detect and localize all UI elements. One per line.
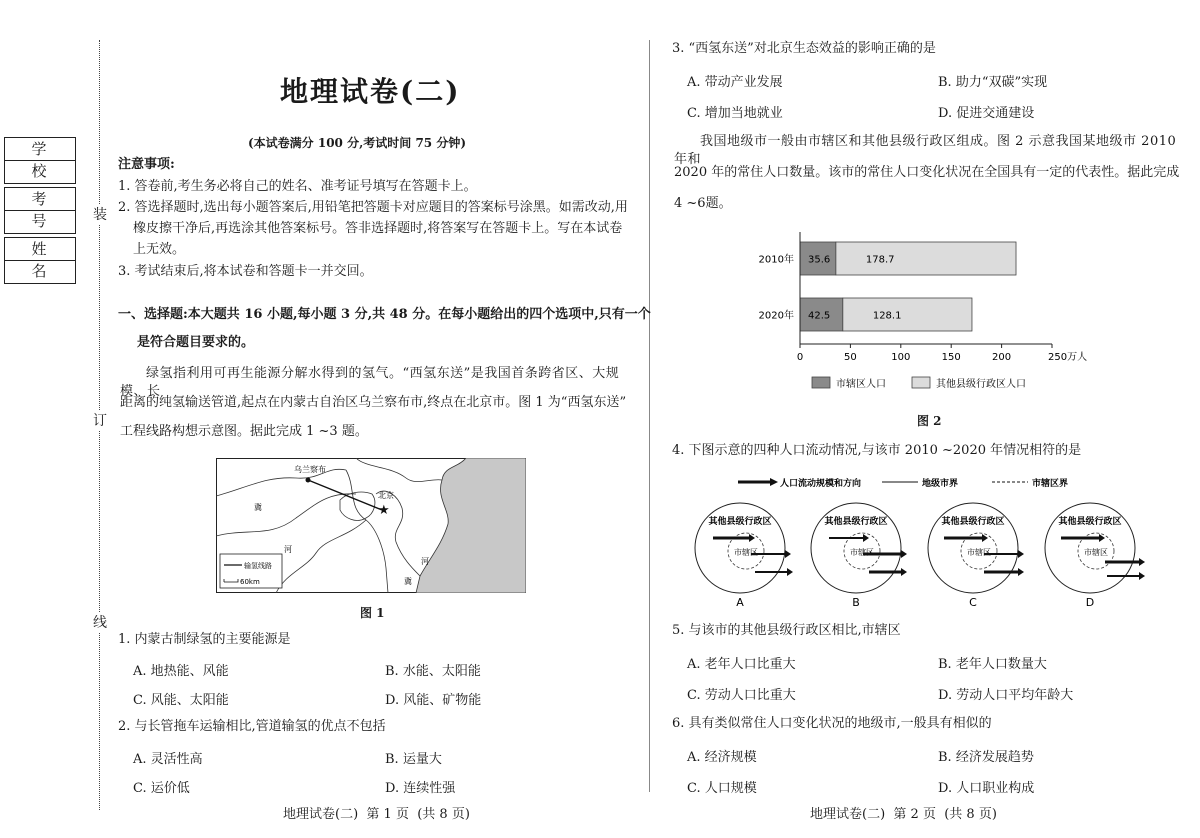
category-label: 2010年 bbox=[758, 254, 794, 266]
q1-option-b: B. 水能、太阳能 bbox=[385, 664, 481, 679]
notice-2: 2. 答选择题时,选出每小题答案后,用铅笔把答题卡对应题目的答案标号涂黑。如需改动,用 bbox=[118, 200, 628, 215]
legend-label: 其他县级行政区人口 bbox=[936, 379, 1026, 390]
flow-option-label: D bbox=[1085, 596, 1095, 607]
page-title: 地理试卷(二) bbox=[280, 75, 461, 108]
flow-arrowhead bbox=[787, 568, 793, 576]
x-tick-label: 150 bbox=[941, 352, 961, 363]
q6-option-b: B. 经济发展趋势 bbox=[938, 750, 1034, 765]
figure-1-caption: 图 1 bbox=[360, 606, 385, 620]
star-beijing: ★ bbox=[378, 503, 390, 518]
map-legend-scale: 60km bbox=[240, 578, 260, 586]
name-label: 姓 名 bbox=[5, 238, 75, 261]
map-label-end: 北京 bbox=[378, 491, 394, 500]
map-label-region-2: 河 bbox=[284, 545, 292, 554]
x-tick-label: 50 bbox=[844, 352, 857, 363]
pipeline-map bbox=[216, 458, 526, 593]
section-heading-cont: 是符合题目要求的。 bbox=[137, 335, 255, 350]
bar-value-label: 35.6 bbox=[808, 254, 831, 266]
q1-option-d: D. 风能、矿物能 bbox=[385, 693, 482, 708]
map-label-region-3: 冀 bbox=[404, 577, 412, 586]
x-tick-label: 250万人 bbox=[1048, 352, 1088, 363]
q3-option-c: C. 增加当地就业 bbox=[687, 106, 783, 121]
passage-line-1: 绿氢指利用可再生能源分解水得到的氢气。“西氢东送”是我国首条跨省区、大规模、长 bbox=[120, 366, 620, 399]
flow-arrowhead bbox=[863, 534, 869, 542]
flow-arrowhead bbox=[1018, 550, 1024, 558]
page-divider bbox=[649, 40, 650, 792]
population-flow-diagram bbox=[690, 472, 1150, 607]
q3-option-d: D. 促进交通建设 bbox=[938, 106, 1035, 121]
page-1-footer: 地理试卷(二) 第 1 页 (共 8 页) bbox=[283, 807, 470, 822]
binding-mark-xian: 线 bbox=[93, 612, 107, 632]
q2-option-d: D. 连续性强 bbox=[385, 781, 456, 796]
map-label-region-4: 河 bbox=[421, 557, 429, 566]
q1-stem: 1. 内蒙古制绿氢的主要能源是 bbox=[118, 632, 291, 647]
name-field[interactable] bbox=[4, 237, 76, 284]
school-field[interactable] bbox=[4, 137, 76, 184]
flow-arrowhead bbox=[1139, 572, 1145, 580]
notice-heading: 注意事项: bbox=[118, 157, 175, 172]
x-tick-label: 200 bbox=[992, 352, 1012, 363]
q3-stem: 3. “西氢东送”对北京生态效益的影响正确的是 bbox=[672, 41, 936, 56]
q2-option-a: A. 灵活性高 bbox=[133, 752, 203, 767]
flow-legend-dashed-label: 市辖区界 bbox=[1032, 479, 1069, 489]
school-label: 学 校 bbox=[5, 138, 75, 161]
q3-option-b: B. 助力“双碳”实现 bbox=[938, 75, 1048, 90]
q6-option-a: A. 经济规模 bbox=[687, 750, 757, 765]
notice-1: 1. 答卷前,考生务必将自己的姓名、准考证号填写在答题卡上。 bbox=[118, 179, 477, 194]
inner-district-label: 市辖区 bbox=[967, 548, 991, 557]
q5-option-c: C. 劳动人口比重大 bbox=[687, 688, 796, 703]
inner-district-label: 市辖区 bbox=[1084, 548, 1108, 557]
outer-region-label: 其他县级行政区 bbox=[941, 517, 1005, 527]
q1-option-a: A. 地热能、风能 bbox=[133, 664, 229, 679]
q6-option-d: D. 人口职业构成 bbox=[938, 781, 1035, 796]
notice-2-cont: 橡皮擦干净后,再选涂其他答案标号。答非选择题时,将答案写在答题卡上。写在本试卷 bbox=[133, 221, 623, 236]
binding-mark-zhuang: 装 bbox=[93, 204, 107, 224]
bar-value-label: 128.1 bbox=[872, 310, 902, 322]
q4-stem: 4. 下图示意的四种人口流动情况,与该市 2010 ~2020 年情况相符的是 bbox=[672, 443, 1082, 458]
exam-subtitle: (本试卷满分 100 分,考试时间 75 分钟) bbox=[248, 136, 466, 150]
section-heading: 一、选择题:本大题共 16 小题,每小题 3 分,共 48 分。在每小题给出的四个选项中,只有一个 bbox=[118, 307, 651, 322]
binding-mark-ding: 订 bbox=[93, 410, 107, 430]
flow-option-label: B bbox=[852, 596, 860, 607]
flow-arrowhead bbox=[1139, 558, 1145, 566]
x-tick-label: 0 bbox=[796, 352, 804, 363]
map-legend-line-label: 输氢线路 bbox=[244, 562, 272, 570]
flow-arrowhead bbox=[901, 568, 907, 576]
exam-number-label: 考 号 bbox=[5, 188, 75, 211]
passage2-line-1: 我国地级市一般由市辖区和其他县级行政区组成。图 2 示意我国某地级市 2010 年和 bbox=[674, 134, 1177, 167]
legend-label: 市辖区人口 bbox=[836, 379, 886, 390]
q5-option-b: B. 老年人口数量大 bbox=[938, 657, 1047, 672]
q5-stem: 5. 与该市的其他县级行政区相比,市辖区 bbox=[672, 623, 901, 638]
passage-line-2: 距离的纯氢输送管道,起点在内蒙古自治区乌兰察布市,终点在北京市。图 1 为“西氢东送” bbox=[120, 395, 627, 410]
map-label-start: 乌兰察布 bbox=[294, 465, 326, 474]
flow-arrowhead bbox=[785, 550, 791, 558]
legend-swatch bbox=[812, 377, 830, 388]
bar-value-label: 178.7 bbox=[865, 254, 895, 266]
q3-option-a: A. 带动产业发展 bbox=[687, 75, 783, 90]
flow-option-label: C bbox=[969, 596, 977, 607]
outer-region-label: 其他县级行政区 bbox=[708, 517, 772, 527]
bar-segment bbox=[836, 242, 1016, 275]
q2-stem: 2. 与长管拖车运输相比,管道输氢的优点不包括 bbox=[118, 719, 386, 734]
passage2-line-2: 2020 年的常住人口数量。该市的常住人口变化状况在全国具有一定的代表性。据此完成 bbox=[674, 165, 1180, 180]
bar-value-label: 42.5 bbox=[808, 310, 831, 322]
x-tick-label: 100 bbox=[891, 352, 911, 363]
q6-option-c: C. 人口规模 bbox=[687, 781, 757, 796]
legend-swatch bbox=[912, 377, 930, 388]
q5-option-a: A. 老年人口比重大 bbox=[687, 657, 796, 672]
q1-option-c: C. 风能、太阳能 bbox=[133, 693, 229, 708]
map-label-region-1: 冀 bbox=[254, 503, 262, 512]
passage2-line-3: 4 ~6题。 bbox=[674, 196, 732, 211]
flow-legend-arrow-label: 人口流动规模和方向 bbox=[780, 479, 862, 489]
flow-option-label: A bbox=[736, 596, 744, 607]
q2-option-b: B. 运量大 bbox=[385, 752, 442, 767]
passage-line-3: 工程线路构想示意图。据此完成 1 ~3 题。 bbox=[120, 424, 368, 439]
page-2-footer: 地理试卷(二) 第 2 页 (共 8 页) bbox=[810, 807, 997, 822]
flow-arrowhead bbox=[1018, 568, 1024, 576]
notice-2-end: 上无效。 bbox=[133, 242, 186, 257]
wulanchabu-dot bbox=[306, 478, 311, 483]
q6-stem: 6. 具有类似常住人口变化状况的地级市,一般具有相似的 bbox=[672, 716, 992, 731]
q5-option-d: D. 劳动人口平均年龄大 bbox=[938, 688, 1074, 703]
population-bar-chart bbox=[740, 232, 1110, 402]
inner-district-label: 市辖区 bbox=[734, 548, 758, 557]
inner-district-label: 市辖区 bbox=[850, 548, 874, 557]
category-label: 2020年 bbox=[758, 310, 794, 322]
outer-region-label: 其他县级行政区 bbox=[1058, 517, 1122, 527]
bar-segment bbox=[843, 298, 972, 331]
exam-number-field[interactable] bbox=[4, 187, 76, 234]
outer-region-label: 其他县级行政区 bbox=[824, 517, 888, 527]
flow-legend-solid-label: 地级市界 bbox=[922, 479, 959, 489]
figure-2-caption: 图 2 bbox=[917, 414, 942, 428]
flow-arrowhead bbox=[901, 550, 907, 558]
notice-3: 3. 考试结束后,将本试卷和答题卡一并交回。 bbox=[118, 264, 373, 279]
q2-option-c: C. 运价低 bbox=[133, 781, 190, 796]
